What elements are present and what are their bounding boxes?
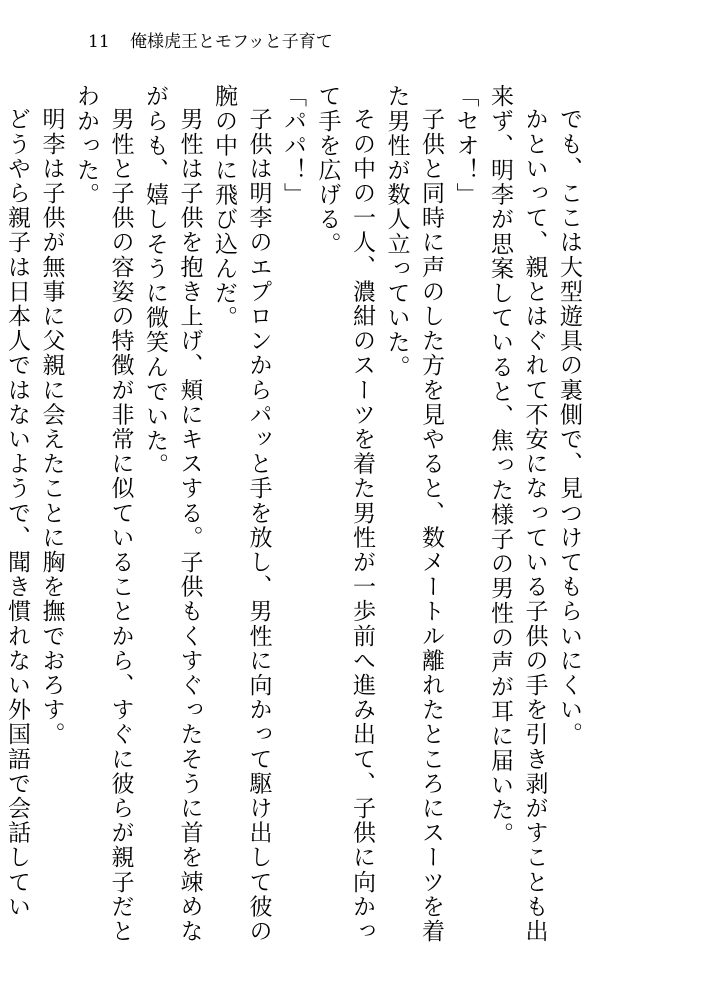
running-head (88, 30, 333, 54)
narration-paragraph: 明李は子供が無事に父親に会えたことに胸を撫でおろす。 (38, 107, 65, 747)
narration-paragraph: その中の一人、濃紺のスーツを着た男性が一歩前へ進み出て、子供に向かって手を広げる。 (314, 84, 375, 944)
novel-body-text (4, 84, 586, 964)
narration-paragraph: どうやら親子は日本人ではないようで、聞き慣れない外国語で会話してい (4, 107, 30, 919)
narration-paragraph: でも、ここは大型遊具の裏側で、見つけてもらいにくい。 (556, 107, 582, 747)
dialogue-line: 「セオ！」 (452, 84, 479, 207)
narration-paragraph: 子供と同時に声のした方を見やると、数メートル離れたところにスーツを着た男性が数人立っていた。 (383, 84, 444, 944)
narration-paragraph: かといって、親とはぐれて不安になっている子供の手を引き剥がすことも出来ず、明李が思案していると、焦った様子の男性の声が耳に届いた。 (487, 84, 548, 944)
narration-paragraph: 男性は子供を抱き上げ、頬にキスする。子供もくすぐったそうに首を竦めながらも、嬉しそうに微笑んでいた。 (142, 84, 203, 944)
narration-paragraph: 子供は明李のエプロンからパッと手を放し、男性に向かって駆け出して彼の腕の中に飛び込んだ。 (211, 84, 272, 944)
dialogue-line: 「パパ！」 (280, 84, 306, 207)
book-title: 俺様虎王とモフッと子育て (130, 32, 333, 52)
narration-paragraph: 男性と子供の容姿の特徴が非常に似ていることから、すぐに彼らが親子だとわかった。 (73, 84, 134, 944)
page-number: 11 (88, 32, 110, 52)
